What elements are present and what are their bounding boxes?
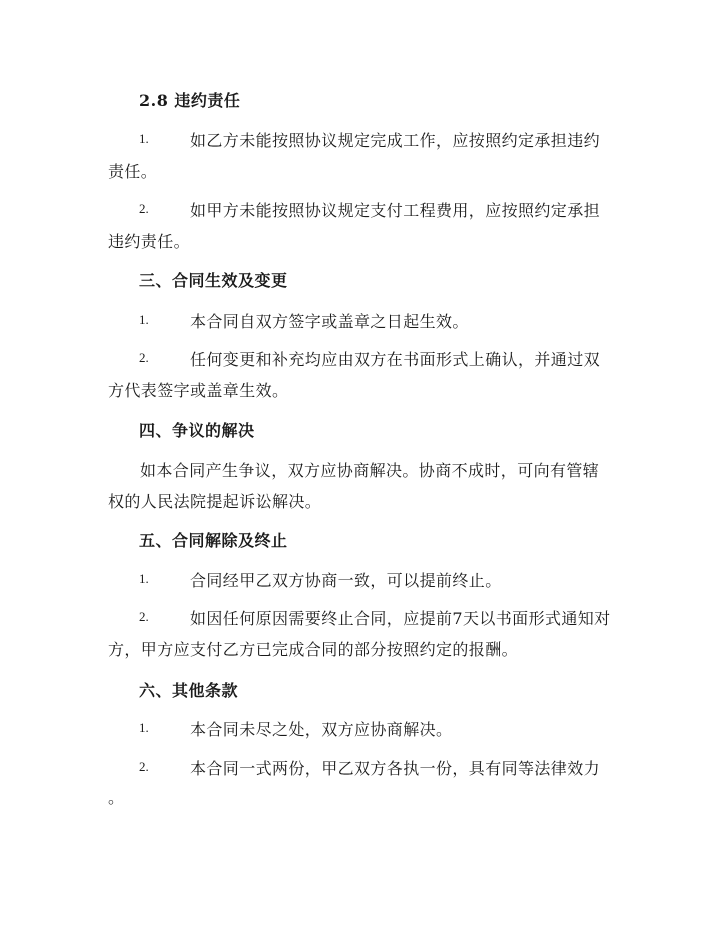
- item-text-continuation: 违约责任。: [108, 232, 191, 251]
- item-text-line: 本合同一式两份，甲乙双方各执一份，具有同等法律效力: [190, 759, 601, 778]
- item-text-continuation: 方代表签字或盖章生效。: [108, 381, 289, 400]
- paragraph-continuation: 权的人民法院提起诉讼解决。: [108, 492, 322, 511]
- section-heading-effectiveness: 三、合同生效及变更: [139, 271, 288, 290]
- item-number: 2.: [139, 350, 149, 365]
- item-number: 1.: [139, 571, 149, 586]
- item-number: 2.: [139, 201, 149, 216]
- item-text-continuation: 责任。: [108, 162, 158, 181]
- item-text-line: 任何变更和补充均应由双方在书面形式上确认，并通过双: [190, 350, 601, 369]
- item-number: 2.: [139, 609, 149, 624]
- item-number: 1.: [139, 312, 149, 327]
- section-heading-dispute-resolution: 四、争议的解决: [139, 421, 255, 440]
- item-number: 2.: [139, 759, 149, 774]
- item-text-line: 如乙方未能按照协议规定完成工作，应按照约定承担违约: [190, 131, 601, 150]
- item-text-line: 本合同自双方签字或盖章之日起生效。: [190, 312, 469, 331]
- section-heading-other-terms: 六、其他条款: [139, 681, 239, 700]
- item-number: 1.: [139, 131, 149, 146]
- item-text-line: 如甲方未能按照协议规定支付工程费用，应按照约定承担: [190, 201, 601, 220]
- item-text-line: 如因任何原因需要终止合同，应提前7天以书面形式通知对: [190, 609, 611, 628]
- item-text-continuation: 。: [108, 788, 125, 807]
- section-heading-termination: 五、合同解除及终止: [139, 531, 288, 550]
- item-text-line: 本合同未尽之处，双方应协商解决。: [190, 720, 453, 739]
- item-number: 1.: [139, 720, 149, 735]
- section-heading-breach-liability: 2.8 违约责任: [139, 91, 241, 110]
- item-text-continuation: 方，甲方应支付乙方已完成合同的部分按照约定的报酬。: [108, 640, 519, 659]
- paragraph-line: 如本合同产生争议，双方应协商解决。协商不成时，可向有管辖: [140, 461, 600, 480]
- item-text-line: 合同经甲乙双方协商一致，可以提前终止。: [190, 571, 502, 590]
